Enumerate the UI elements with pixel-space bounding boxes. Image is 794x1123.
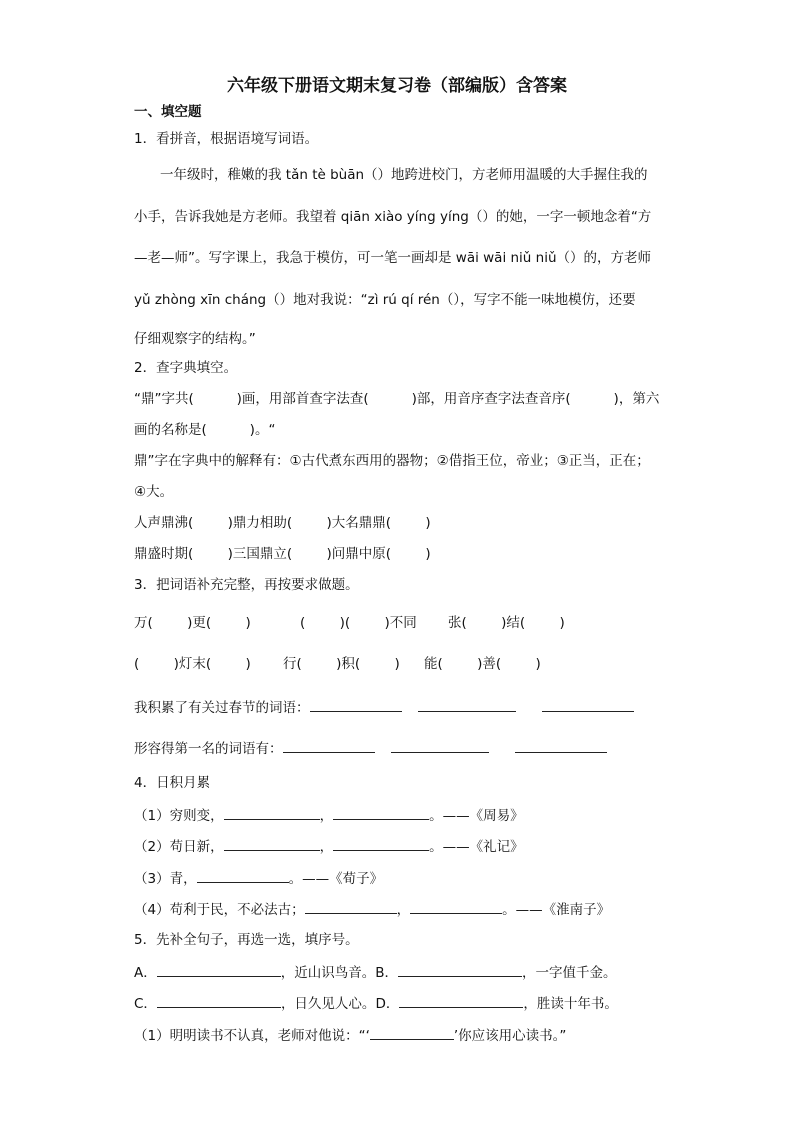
q5-heading: 5．先补全句子，再选一选，填序号。	[134, 932, 359, 948]
answer-blank[interactable]	[197, 868, 289, 883]
answer-blank[interactable]	[333, 805, 429, 820]
q3-first-line	[134, 738, 607, 758]
q2-text-line: 鼎”字在字典中的解释有：①古代煮东西用的器物；②借指王位，帝业；③正当，正在；	[134, 453, 650, 469]
q4-item-text: ，	[319, 839, 334, 855]
page-title: 六年级下册语文期末复习卷（部编版）含答案	[227, 76, 567, 96]
q3-idiom: 万( )更( )	[134, 615, 251, 631]
answer-blank[interactable]	[157, 962, 281, 977]
q4-item-source: 。——《礼记》	[429, 839, 524, 855]
answer-blank[interactable]	[370, 1025, 454, 1040]
q5-option-row	[134, 993, 618, 1013]
q4-item-text: （2）苟日新，	[134, 839, 224, 855]
answer-blank[interactable]	[224, 805, 320, 820]
answer-blank[interactable]	[418, 697, 516, 712]
answer-blank[interactable]	[224, 836, 320, 851]
answer-blank[interactable]	[333, 836, 429, 851]
answer-blank[interactable]	[391, 738, 489, 753]
q3-idiom: ( )灯末( )	[134, 656, 251, 672]
q4-heading: 4．日积月累	[134, 775, 211, 791]
q5-sentence-text: （1）明明读书不认真，老师对他说：“‘	[134, 1028, 370, 1044]
q5-option-text: ，胜读十年书。	[523, 996, 618, 1012]
q4-item	[134, 805, 524, 825]
q5-sentence	[134, 1025, 566, 1045]
q1-text-line: —老—师”。写字课上，我急于模仿，可一笔一画却是 wāi wāi niǔ niǔ（）的，方老师	[134, 250, 652, 266]
q4-item-source: 。——《周易》	[429, 808, 524, 824]
q5-option-label: A．	[134, 965, 157, 981]
answer-blank[interactable]	[310, 697, 402, 712]
q4-item-text: （4）苟利于民，不必法古；	[134, 902, 305, 918]
q3-idiom: ( )( )不同	[300, 615, 417, 631]
answer-blank[interactable]	[542, 697, 634, 712]
q1-text-line: 小手，告诉我她是方老师。我望着 qiān xiào yíng yíng（）的她，一字一顿地念着“方	[134, 209, 652, 225]
q4-item-text: ，	[319, 808, 334, 824]
q5-option-text: ，近山识鸟音。	[280, 965, 376, 981]
answer-blank[interactable]	[410, 899, 502, 914]
q2-idiom-row: 鼎盛时期( )三国鼎立( )问鼎中原( )	[134, 546, 431, 562]
q3-spring-line	[134, 697, 634, 717]
q5-sentence-text: ’你应该用心读书。”	[453, 1028, 567, 1044]
q2-text-line: “鼎”字共( )画，用部首查字法查( )部，用音序查字法查音序( )，第六	[134, 391, 660, 407]
q1-heading: 1．看拼音，根据语境写词语。	[134, 131, 319, 147]
answer-blank[interactable]	[399, 993, 523, 1008]
q1-text-line: 仔细观察字的结构。”	[134, 331, 256, 347]
q4-item-text: （1）穷则变，	[134, 808, 224, 824]
q1-text-line: 一年级时，稚嫩的我 tǎn tè bùān（）地跨进校门，方老师用温暖的大手握住我的	[160, 167, 648, 183]
q4-item-source: 。——《淮南子》	[502, 902, 611, 918]
answer-blank[interactable]	[515, 738, 607, 753]
q4-item-source: 。——《荀子》	[288, 871, 384, 887]
answer-blank[interactable]	[305, 899, 397, 914]
q2-idiom-row: 人声鼎沸( )鼎力相助( )大名鼎鼎( )	[134, 515, 431, 531]
q5-option-row	[134, 962, 617, 982]
q5-option-label: B．	[375, 965, 399, 981]
q2-heading: 2．查字典填空。	[134, 360, 238, 376]
q5-option-text: ，一字值千金。	[522, 965, 617, 981]
q3-idiom: 张( )结( )	[448, 615, 565, 631]
q3-first-label: 形容得第一名的词语有：	[134, 741, 283, 757]
q2-text-line: ④大。	[134, 484, 174, 500]
q4-item	[134, 836, 524, 856]
q5-option-text: ，日久见人心。	[280, 996, 376, 1012]
section-heading: 一、填空题	[134, 104, 202, 120]
q4-item	[134, 868, 383, 888]
q3-heading: 3．把词语补充完整，再按要求做题。	[134, 577, 359, 593]
answer-blank[interactable]	[283, 738, 375, 753]
answer-blank[interactable]	[157, 993, 281, 1008]
q2-text-line: 画的名称是( )。“	[134, 422, 276, 438]
q3-idiom: 能( )善( )	[424, 656, 541, 672]
q5-option-label: D．	[375, 996, 400, 1012]
q4-item-text: （3）青，	[134, 871, 197, 887]
q4-item-text: ，	[396, 902, 411, 918]
q5-option-label: C．	[134, 996, 157, 1012]
q1-text-line: yǔ zhòng xīn cháng（）地对我说：“zì rú qí rén（），写字不能一味地模仿，还要	[134, 292, 636, 308]
q4-item	[134, 899, 610, 919]
q3-idiom: 行( )积( )	[283, 656, 400, 672]
answer-blank[interactable]	[398, 962, 522, 977]
q3-spring-label: 我积累了有关过春节的词语：	[134, 700, 310, 716]
